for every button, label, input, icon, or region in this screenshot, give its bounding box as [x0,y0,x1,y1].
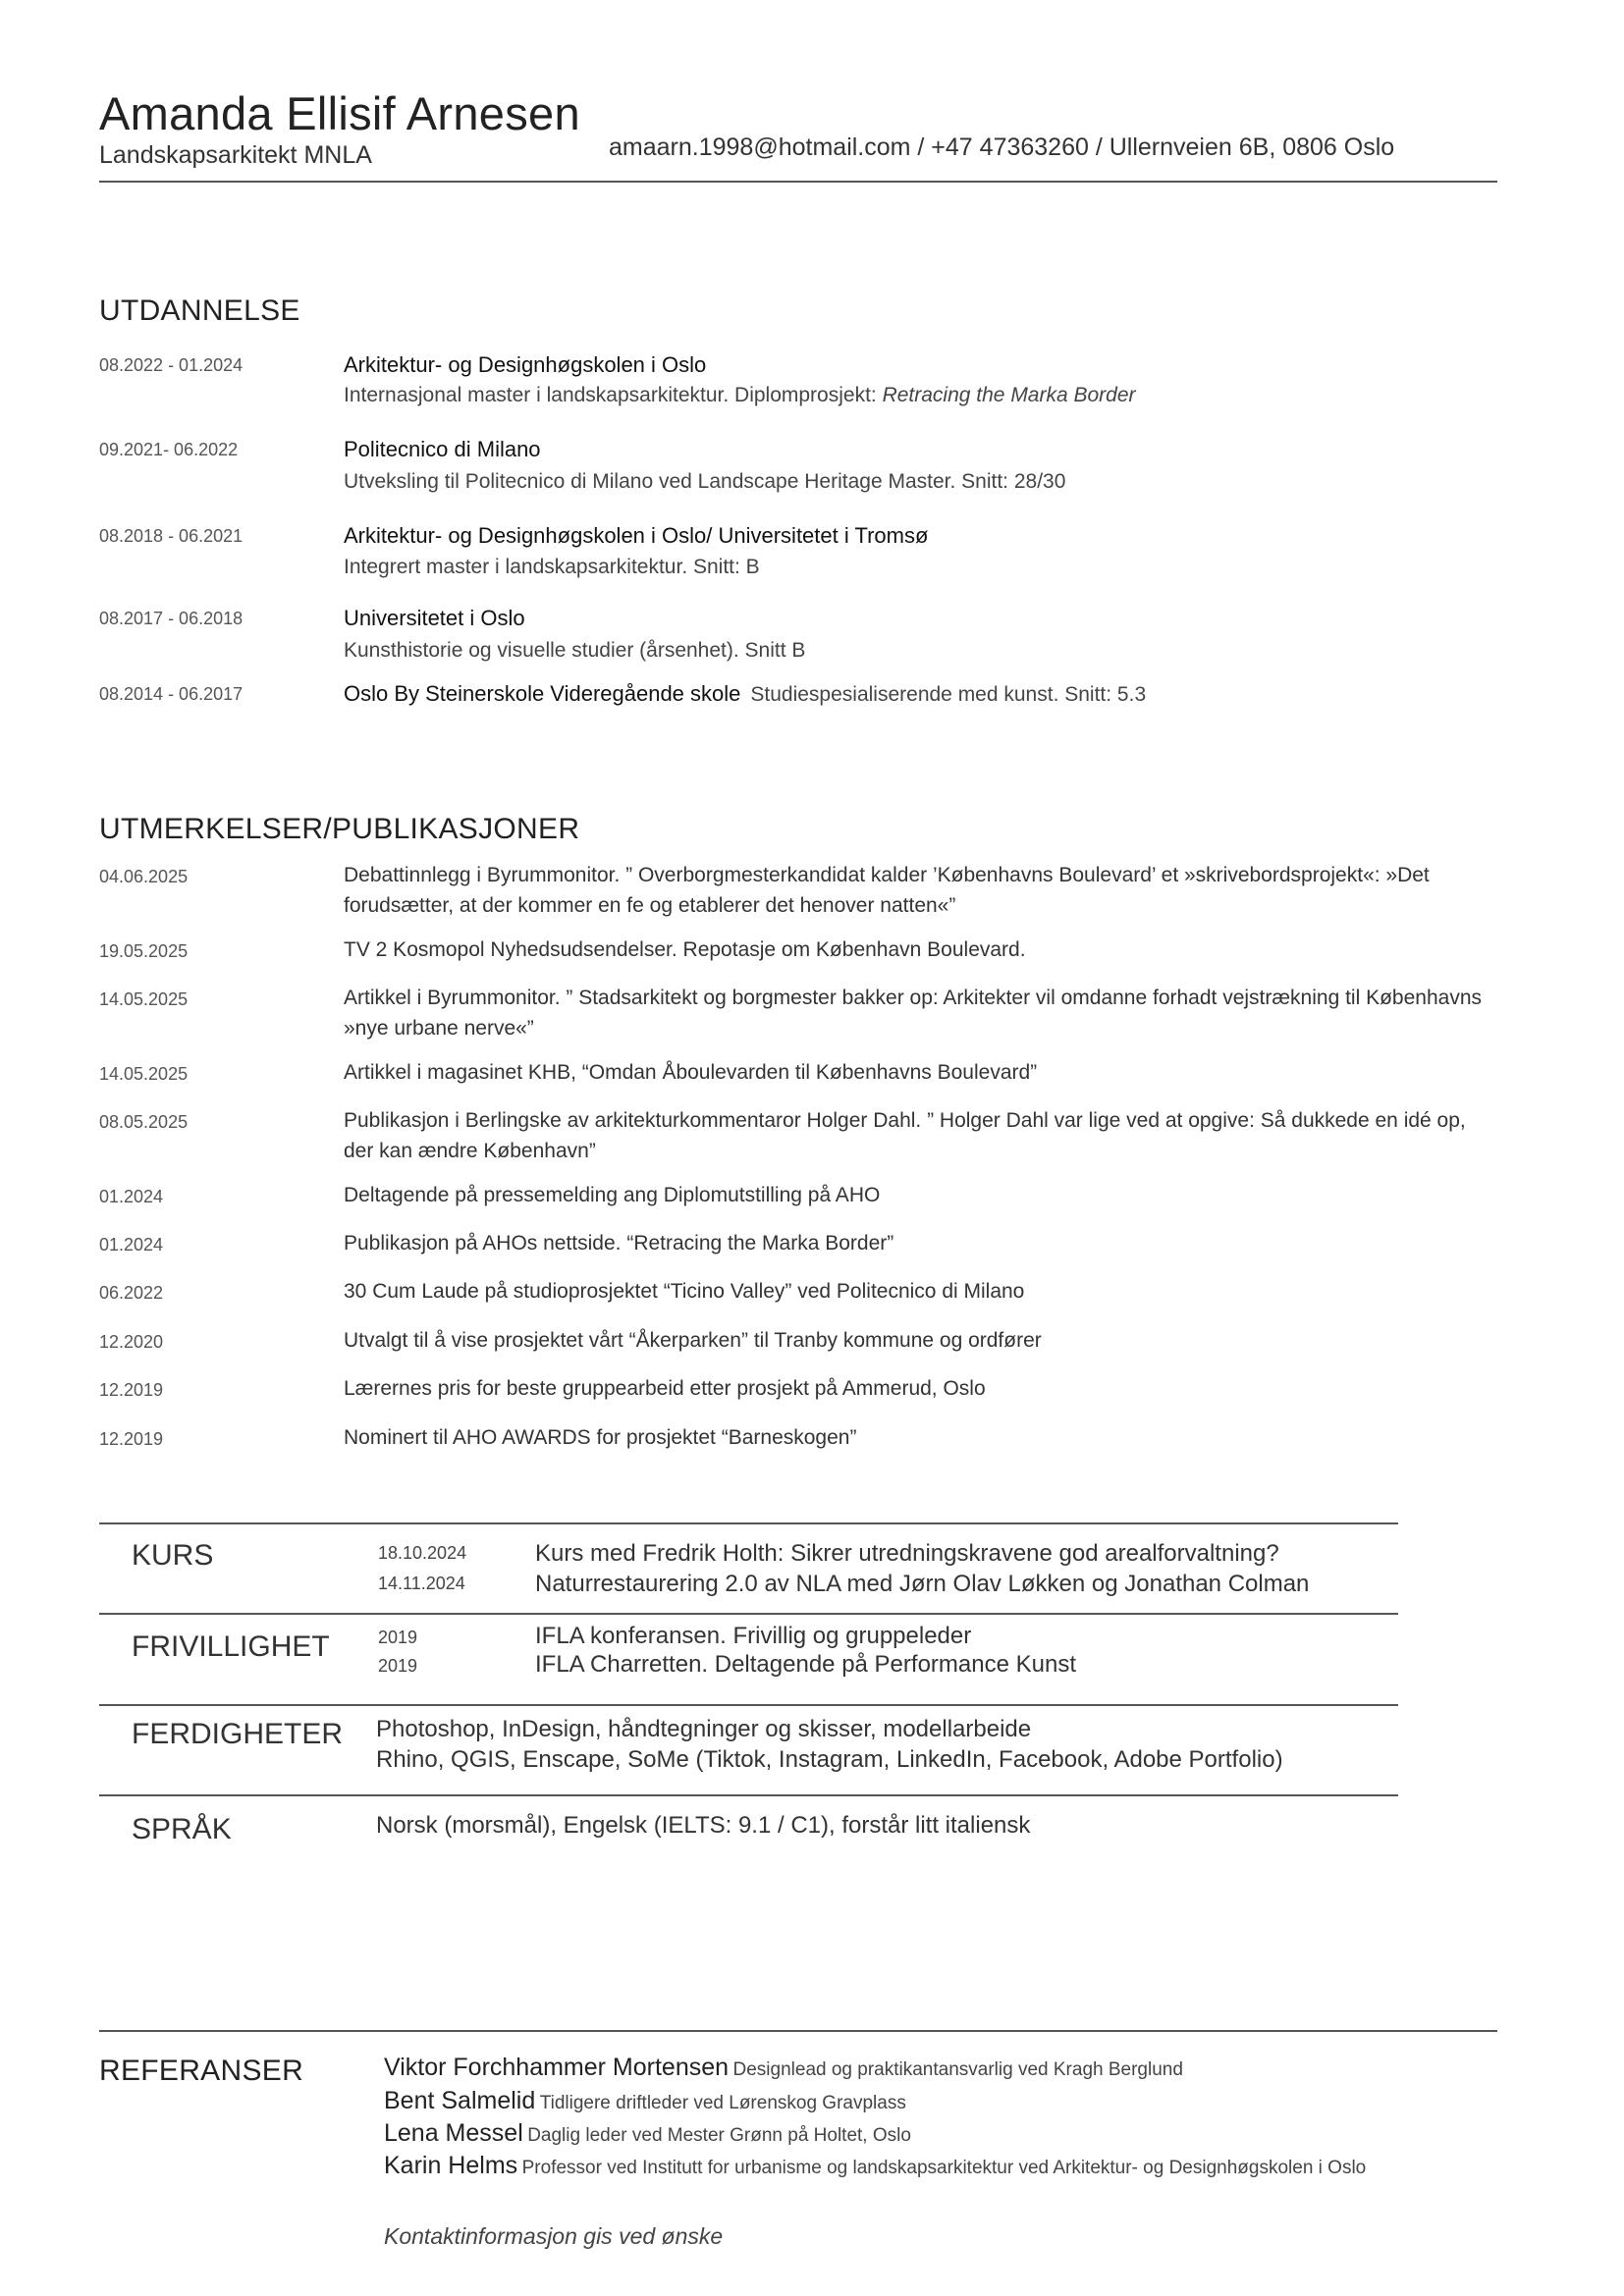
kurs-text: Kurs med Fredrik Holth: Sikrer utredningskravene god arealforvaltning? [535,1540,1279,1567]
education-description-text: Internasjonal master i landskapsarkitektur. Diplomprosjekt: [344,384,883,406]
award-text: Artikkel i Byrummonitor. ” Stadsarkitekt og borgmester bakker op: Arkitekter vil omdanne forhadt vejstrækning til Københavns »nye urbane nerve«” [344,987,1482,1040]
award-text: Debattinnlegg i Byrummonitor. ” Overborgmesterkandidat kalder ’Københavns Boulevard’ et »skrivebordsprojekt«: »Det forudsætter, at der kommer en fe og etablerer det henover natten«” [344,864,1430,917]
resume-name: Amanda Ellisif Arnesen [99,87,580,139]
frivillighet-text: IFLA Charretten. Deltagende på Performance Kunst [535,1651,1076,1678]
award-text: Utvalgt til å vise prosjektet vårt “Åkerparken” til Tranby kommune og ordfører [344,1329,1042,1352]
education-heading: UTDANNELSE [99,294,300,327]
frivillighet-date: 2019 [378,1628,418,1647]
kurs-top-divider [99,1522,1398,1524]
kurs-heading: KURS [132,1539,214,1572]
header-divider [99,181,1497,183]
award-text: Publikasjon i Berlingske av arkitekturkommentaror Holger Dahl. ” Holger Dahl var lige ved at opgive: Så dukkede en idé op, der kan ændre København” [344,1109,1466,1162]
award-date: 12.2019 [99,1380,164,1400]
reference-item [384,2056,1183,2080]
references-heading: REFERANSER [99,2055,304,2087]
education-date: 08.2018 - 06.2021 [99,526,244,546]
award-date: 06.2022 [99,1283,164,1303]
diploma-project-title: Retracing the Marka Border [882,384,1136,406]
award-date: 14.05.2025 [99,1064,189,1084]
ferdigheter-divider [99,1704,1398,1706]
award-date: 12.2020 [99,1332,164,1352]
frivillighet-divider [99,1613,1398,1615]
education-institution: Universitetet i Oslo [344,606,525,630]
frivillighet-heading: FRIVILLIGHET [132,1630,330,1663]
frivillighet-date: 2019 [378,1656,418,1676]
award-text: Nominert til AHO AWARDS for prosjektet “Barneskogen” [344,1426,857,1449]
reference-item [384,2121,911,2146]
references-note: Kontaktinformasjon gis ved ønske [384,2223,724,2249]
sprak-text: Norsk (morsmål), Engelsk (IELTS: 9.1 / C1), forstår litt italiensk [376,1812,1031,1839]
sprak-heading: SPRÅK [132,1813,232,1845]
education-institution: Arkitektur- og Designhøgskolen i Oslo [344,352,707,377]
education-date: 08.2014 - 06.2017 [99,684,244,704]
reference-name: Viktor Forchhammer Mortensen [384,2054,730,2081]
reference-item [384,2089,906,2113]
education-institution-name: Oslo By Steinerskole Videregående skole [344,681,741,706]
kurs-text: Naturrestaurering 2.0 av NLA med Jørn Olav Løkken og Jonathan Colman [535,1571,1310,1597]
award-date: 19.05.2025 [99,941,189,961]
reference-name: Lena Messel [384,2119,523,2147]
award-date: 01.2024 [99,1187,164,1206]
references-divider [99,2030,1497,2032]
education-institution: Politecnico di Milano [344,437,541,461]
kurs-date: 14.11.2024 [378,1574,465,1593]
ferdigheter-heading: FERDIGHETER [132,1718,344,1750]
reference-role: Tidligere driftleder ved Lørenskog Gravplass [539,2093,906,2113]
education-description: Kunsthistorie og visuelle studier (årsenhet). Snitt B [344,639,806,662]
education-date: 09.2021- 06.2022 [99,440,239,459]
professional-title: Landskapsarkitekt MNLA [99,141,372,169]
education-institution: Arkitektur- og Designhøgskolen i Oslo/ Universitetet i Tromsø [344,523,929,548]
award-date: 04.06.2025 [99,867,189,886]
award-date: 12.2019 [99,1429,164,1449]
education-description: Utveksling til Politecnico di Milano ved Landscape Heritage Master. Snitt: 28/30 [344,470,1066,493]
reference-role: Designlead og praktikantansvarlig ved Kragh Berglund [732,2059,1183,2080]
education-description [344,385,1136,405]
award-text: Artikkel i magasinet KHB, “Omdan Åboulevarden til Københavns Boulevard” [344,1061,1038,1084]
award-text: Lærernes pris for beste gruppearbeid etter prosjekt på Ammerud, Oslo [344,1377,986,1400]
contact-info: amaarn.1998@hotmail.com / +47 47363260 / Ullernveien 6B, 0806 Oslo [609,133,1395,161]
awards-heading: UTMERKELSER/PUBLIKASJONER [99,813,580,845]
award-text: 30 Cum Laude på studioprosjektet “Ticino Valley” ved Politecnico di Milano [344,1280,1025,1303]
award-text: TV 2 Kosmopol Nyhedsudsendelser. Repotasje om København Boulevard. [344,938,1026,961]
education-institution [344,683,1146,705]
education-description: Integrert master i landskapsarkitektur. Snitt: B [344,556,760,578]
kurs-date: 18.10.2024 [378,1543,467,1563]
award-date: 01.2024 [99,1235,164,1255]
reference-role: Professor ved Institutt for urbanisme og landskapsarkitektur ved Arkitektur- og Designhøgskolen i Oslo [521,2158,1367,2178]
ferdigheter-line: Rhino, QGIS, Enscape, SoMe (Tiktok, Instagram, LinkedIn, Facebook, Adobe Portfolio) [376,1746,1283,1773]
reference-role: Daglig leder ved Mester Grønn på Holtet, Oslo [527,2125,911,2146]
ferdigheter-line: Photoshop, InDesign, håndtegninger og skisser, modellarbeide [376,1716,1032,1742]
award-text: Publikasjon på AHOs nettside. “Retracing the Marka Border” [344,1232,894,1255]
award-date: 14.05.2025 [99,989,189,1009]
reference-name: Bent Salmelid [384,2087,536,2114]
reference-name: Karin Helms [384,2152,518,2179]
award-date: 08.05.2025 [99,1112,189,1132]
award-text: Deltagende på pressemelding ang Diplomutstilling på AHO [344,1184,881,1206]
sprak-divider [99,1794,1398,1796]
education-description: Studiespesialiserende med kunst. Snitt: 5.3 [750,683,1147,706]
education-date: 08.2017 - 06.2018 [99,609,244,628]
reference-item [384,2154,1366,2178]
education-date: 08.2022 - 01.2024 [99,355,244,375]
frivillighet-text: IFLA konferansen. Frivillig og gruppeleder [535,1623,972,1649]
